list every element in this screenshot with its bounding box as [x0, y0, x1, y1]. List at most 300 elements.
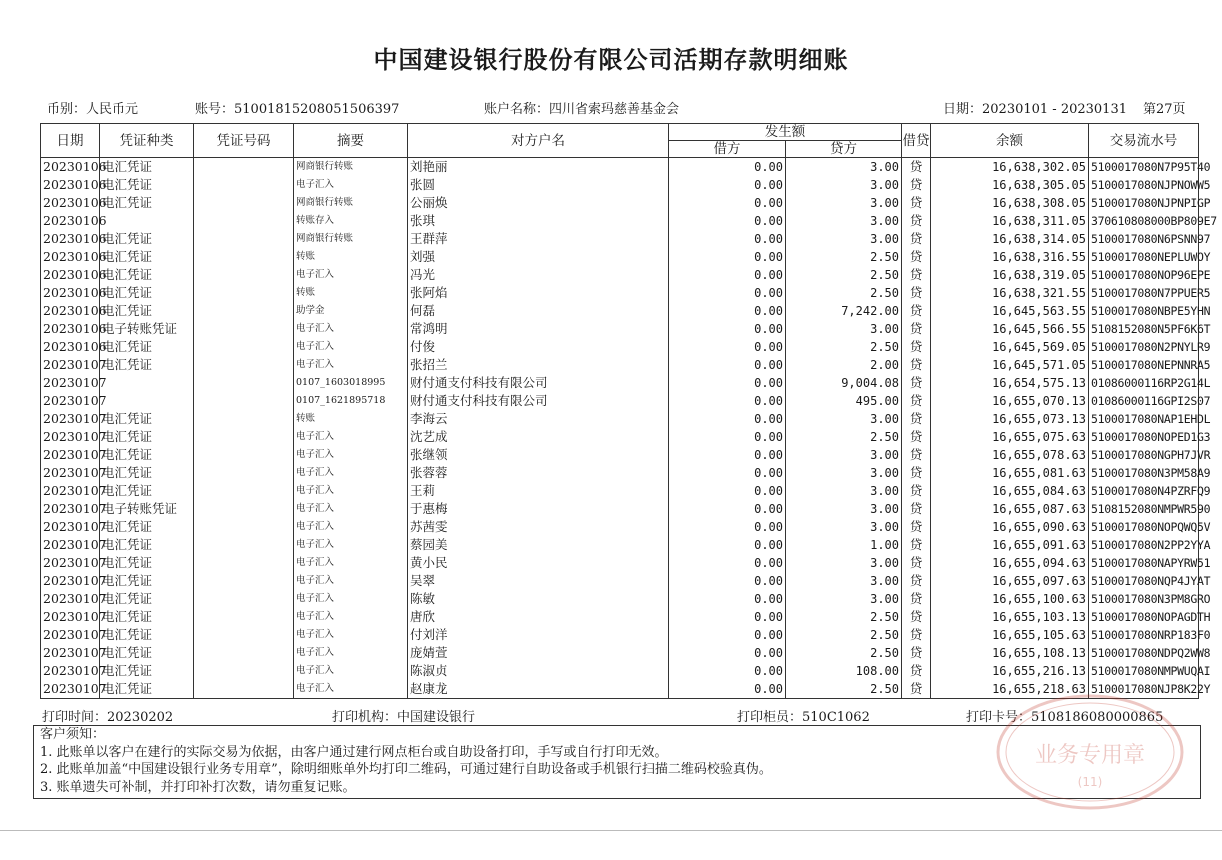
- row-serial: 5100017080NEPLUWOY: [1089, 248, 1199, 266]
- row-balance: 16,638,311.05: [931, 212, 1089, 230]
- row-summary: 电子汇入: [294, 428, 408, 446]
- row-voucher-no: [194, 518, 294, 536]
- row-debit-credit-flag: 贷: [902, 590, 931, 608]
- row-credit: 3.00: [786, 464, 902, 482]
- row-date: 20230107: [41, 590, 100, 608]
- row-serial: 5100017080NRP183F0: [1089, 626, 1199, 644]
- table-row: [41, 248, 1199, 266]
- row-balance: 16,655,105.63: [931, 626, 1089, 644]
- row-balance: 16,655,078.63: [931, 446, 1089, 464]
- row-summary: 电子汇入: [294, 626, 408, 644]
- row-credit: 3.00: [786, 320, 902, 338]
- row-voucher-no: [194, 554, 294, 572]
- row-counterparty: 唐欣: [408, 608, 669, 626]
- row-serial: 01086000116RP2G14L: [1089, 374, 1199, 392]
- row-counterparty: 蔡园美: [408, 536, 669, 554]
- row-balance: 16,645,569.05: [931, 338, 1089, 356]
- table-row: [41, 176, 1199, 194]
- row-summary: 转账: [294, 248, 408, 266]
- row-date: 20230107: [41, 482, 100, 500]
- header-credit: 贷方: [786, 141, 902, 158]
- row-counterparty: 陈淑贞: [408, 662, 669, 680]
- row-voucher-no: [194, 248, 294, 266]
- row-serial: 5100017080N7PPUER5: [1089, 284, 1199, 302]
- row-serial: 5100017080NOPAGDTH: [1089, 608, 1199, 626]
- row-counterparty: 沈艺成: [408, 428, 669, 446]
- row-serial: 5100017080N7P95T40: [1089, 158, 1199, 177]
- row-voucher-type: 电汇凭证: [100, 626, 194, 644]
- row-balance: 16,638,308.05: [931, 194, 1089, 212]
- row-voucher-type: 电汇凭证: [100, 194, 194, 212]
- row-summary: 0107_1603018995: [294, 374, 408, 392]
- table-row: [41, 194, 1199, 212]
- row-debit: 0.00: [669, 248, 786, 266]
- row-date: 20230107: [41, 428, 100, 446]
- row-date: 20230107: [41, 608, 100, 626]
- row-debit-credit-flag: 贷: [902, 572, 931, 590]
- row-counterparty: 王莉: [408, 482, 669, 500]
- row-voucher-no: [194, 428, 294, 446]
- row-voucher-type: 电汇凭证: [100, 302, 194, 320]
- row-voucher-no: [194, 212, 294, 230]
- row-debit-credit-flag: 贷: [902, 176, 931, 194]
- row-debit: 0.00: [669, 284, 786, 302]
- row-serial: 5100017080N6PSNN97: [1089, 230, 1199, 248]
- row-voucher-type: 电汇凭证: [100, 608, 194, 626]
- row-voucher-no: [194, 410, 294, 428]
- table-row: [41, 662, 1199, 680]
- row-serial: 01086000116GPI2S07: [1089, 392, 1199, 410]
- row-serial: 5100017080N4PZRFQ9: [1089, 482, 1199, 500]
- row-credit: 2.50: [786, 626, 902, 644]
- row-counterparty: 苏茜雯: [408, 518, 669, 536]
- row-balance: 16,645,563.55: [931, 302, 1089, 320]
- row-voucher-no: [194, 230, 294, 248]
- row-balance: 16,655,218.63: [931, 680, 1089, 699]
- row-credit: 3.00: [786, 572, 902, 590]
- row-voucher-no: [194, 446, 294, 464]
- row-debit: 0.00: [669, 410, 786, 428]
- row-date: 20230106: [41, 230, 100, 248]
- row-debit-credit-flag: 贷: [902, 212, 931, 230]
- row-debit-credit-flag: 贷: [902, 374, 931, 392]
- row-voucher-type: 电汇凭证: [100, 680, 194, 699]
- row-debit-credit-flag: 贷: [902, 338, 931, 356]
- row-balance: 16,655,100.63: [931, 590, 1089, 608]
- row-credit: 1.00: [786, 536, 902, 554]
- row-debit-credit-flag: 贷: [902, 428, 931, 446]
- table-row: [41, 446, 1199, 464]
- row-debit: 0.00: [669, 176, 786, 194]
- ledger-table: [40, 123, 1217, 699]
- row-debit-credit-flag: 贷: [902, 482, 931, 500]
- row-balance: 16,655,084.63: [931, 482, 1089, 500]
- row-voucher-type: 电汇凭证: [100, 266, 194, 284]
- table-row: [41, 338, 1199, 356]
- notice-item: 2. 此账单加盖“中国建设银行业务专用章”，除明细账单外均打印二维码，可通过建行自助设备或手机银行扫描二维码校验真伪。: [40, 762, 772, 777]
- row-debit: 0.00: [669, 338, 786, 356]
- row-counterparty: 刘艳丽: [408, 158, 669, 177]
- row-credit: 3.00: [786, 590, 902, 608]
- row-counterparty: 付刘洋: [408, 626, 669, 644]
- row-voucher-no: [194, 356, 294, 374]
- row-summary: 电子汇入: [294, 536, 408, 554]
- row-debit-credit-flag: 贷: [902, 194, 931, 212]
- row-voucher-type: 电汇凭证: [100, 428, 194, 446]
- row-balance: 16,645,566.55: [931, 320, 1089, 338]
- row-serial: 5100017080NDPQ2WW8: [1089, 644, 1199, 662]
- row-summary: 电子汇入: [294, 572, 408, 590]
- row-date: 20230107: [41, 518, 100, 536]
- row-debit-credit-flag: 贷: [902, 266, 931, 284]
- row-counterparty: 财付通支付科技有限公司: [408, 374, 669, 392]
- row-voucher-no: [194, 158, 294, 177]
- header-counterparty: 对方户名: [408, 124, 669, 158]
- row-date: 20230106: [41, 338, 100, 356]
- row-credit: 2.50: [786, 284, 902, 302]
- row-serial: 370610808000BP809E7: [1089, 212, 1199, 230]
- row-counterparty: 张蓉蓉: [408, 464, 669, 482]
- row-debit: 0.00: [669, 374, 786, 392]
- header-voucher-no: 凭证号码: [194, 124, 294, 158]
- row-voucher-type: 电汇凭证: [100, 284, 194, 302]
- row-debit-credit-flag: 贷: [902, 626, 931, 644]
- row-debit-credit-flag: 贷: [902, 230, 931, 248]
- row-voucher-type: 电汇凭证: [100, 554, 194, 572]
- row-summary: 网商银行转账: [294, 194, 408, 212]
- row-voucher-no: [194, 284, 294, 302]
- row-serial: 5108152080N5PF6K6T: [1089, 320, 1199, 338]
- row-counterparty: 李海云: [408, 410, 669, 428]
- row-counterparty: 赵康龙: [408, 680, 669, 699]
- row-debit: 0.00: [669, 662, 786, 680]
- row-counterparty: 张圆: [408, 176, 669, 194]
- account-number: 账号：51001815208051506397: [195, 102, 400, 117]
- row-credit: 2.50: [786, 248, 902, 266]
- row-voucher-type: 电子转账凭证: [100, 320, 194, 338]
- row-balance: 16,655,087.63: [931, 500, 1089, 518]
- row-summary: 电子汇入: [294, 554, 408, 572]
- row-debit-credit-flag: 贷: [902, 446, 931, 464]
- row-voucher-no: [194, 302, 294, 320]
- row-serial: 5100017080N3PM8GRO: [1089, 590, 1199, 608]
- row-voucher-type: 电汇凭证: [100, 356, 194, 374]
- row-voucher-type: 电汇凭证: [100, 230, 194, 248]
- row-voucher-no: [194, 266, 294, 284]
- print-card: 打印卡号：5108186080000865: [966, 710, 1164, 725]
- row-summary: 电子汇入: [294, 518, 408, 536]
- row-counterparty: 吴翠: [408, 572, 669, 590]
- row-counterparty: 付俊: [408, 338, 669, 356]
- table-row: [41, 356, 1199, 374]
- row-serial: 5100017080NOPED1G3: [1089, 428, 1199, 446]
- row-date: 20230106: [41, 248, 100, 266]
- row-date: 20230107: [41, 446, 100, 464]
- page-bottom-rule: [0, 830, 1222, 831]
- row-debit-credit-flag: 贷: [902, 464, 931, 482]
- row-serial: 5100017080NEPNNRA5: [1089, 356, 1199, 374]
- row-credit: 495.00: [786, 392, 902, 410]
- seal-subtext: (11): [1077, 775, 1103, 789]
- row-summary: 电子汇入: [294, 464, 408, 482]
- row-balance: 16,654,575.13: [931, 374, 1089, 392]
- row-date: 20230106: [41, 194, 100, 212]
- row-debit-credit-flag: 贷: [902, 662, 931, 680]
- row-summary: 0107_1621895718: [294, 392, 408, 410]
- header-debit-credit: 借贷: [902, 124, 931, 158]
- row-voucher-type: 电汇凭证: [100, 338, 194, 356]
- row-voucher-type: 电汇凭证: [100, 410, 194, 428]
- row-voucher-no: [194, 608, 294, 626]
- row-counterparty: 于惠梅: [408, 500, 669, 518]
- row-voucher-type: 电汇凭证: [100, 482, 194, 500]
- seal-text: 业务专用章: [1034, 743, 1146, 768]
- row-credit: 3.00: [786, 446, 902, 464]
- row-counterparty: 常鸿明: [408, 320, 669, 338]
- row-debit: 0.00: [669, 536, 786, 554]
- row-counterparty: 张阿焰: [408, 284, 669, 302]
- row-serial: 5100017080NQP4JYAT: [1089, 572, 1199, 590]
- row-credit: 3.00: [786, 554, 902, 572]
- table-row: [41, 374, 1199, 392]
- table-row: [41, 536, 1199, 554]
- print-organization: 打印机构：中国建设银行: [332, 710, 476, 725]
- row-date: 20230107: [41, 374, 100, 392]
- row-balance: 16,655,090.63: [931, 518, 1089, 536]
- table-row: [41, 410, 1199, 428]
- row-summary: 网商银行转账: [294, 158, 408, 177]
- row-debit-credit-flag: 贷: [902, 554, 931, 572]
- row-summary: 电子汇入: [294, 338, 408, 356]
- table-row: [41, 518, 1199, 536]
- row-credit: 9,004.08: [786, 374, 902, 392]
- row-voucher-no: [194, 644, 294, 662]
- row-voucher-no: [194, 680, 294, 699]
- table-row: [41, 302, 1199, 320]
- row-credit: 2.50: [786, 608, 902, 626]
- row-serial: 5100017080NAPYRW51: [1089, 554, 1199, 572]
- notice-item: 1. 此账单以客户在建行的实际交易为依据，由客户通过建行网点柜台或自助设备打印，手写或自行打印无效。: [40, 744, 668, 760]
- row-voucher-no: [194, 662, 294, 680]
- table-row: [41, 482, 1199, 500]
- header-amount: 发生额: [669, 124, 902, 141]
- customer-notice: [33, 725, 1201, 799]
- row-debit: 0.00: [669, 572, 786, 590]
- row-credit: 3.00: [786, 158, 902, 177]
- row-summary: 电子汇入: [294, 266, 408, 284]
- row-balance: 16,645,571.05: [931, 356, 1089, 374]
- row-counterparty: 何磊: [408, 302, 669, 320]
- row-credit: 2.50: [786, 266, 902, 284]
- table-row: [41, 554, 1199, 572]
- row-voucher-type: 电汇凭证: [100, 590, 194, 608]
- row-voucher-type: [100, 374, 194, 392]
- row-debit-credit-flag: 贷: [902, 158, 931, 177]
- row-counterparty: 冯光: [408, 266, 669, 284]
- row-voucher-type: 电汇凭证: [100, 158, 194, 177]
- row-balance: 16,638,319.05: [931, 266, 1089, 284]
- row-voucher-no: [194, 392, 294, 410]
- row-credit: 3.00: [786, 212, 902, 230]
- table-row: [41, 266, 1199, 284]
- table-row: [41, 590, 1199, 608]
- row-debit-credit-flag: 贷: [902, 536, 931, 554]
- notice-item: 3. 账单遗失可补制，并打印补打次数，请勿重复记账。: [40, 779, 356, 795]
- row-credit: 3.00: [786, 500, 902, 518]
- row-date: 20230106: [41, 284, 100, 302]
- table-row: [41, 680, 1199, 699]
- row-voucher-type: 电汇凭证: [100, 572, 194, 590]
- row-serial: 5100017080NBPE5YHN: [1089, 302, 1199, 320]
- row-debit: 0.00: [669, 392, 786, 410]
- row-voucher-no: [194, 626, 294, 644]
- header-date: 日期: [41, 124, 100, 158]
- row-date: 20230107: [41, 392, 100, 410]
- row-serial: 5100017080NMPWUQAI: [1089, 662, 1199, 680]
- row-credit: 3.00: [786, 176, 902, 194]
- row-counterparty: 张琪: [408, 212, 669, 230]
- row-counterparty: 财付通支付科技有限公司: [408, 392, 669, 410]
- row-voucher-no: [194, 500, 294, 518]
- row-date: 20230106: [41, 176, 100, 194]
- row-summary: 电子汇入: [294, 482, 408, 500]
- row-debit: 0.00: [669, 320, 786, 338]
- row-credit: 3.00: [786, 482, 902, 500]
- row-voucher-no: [194, 464, 294, 482]
- row-voucher-no: [194, 572, 294, 590]
- row-summary: 电子汇入: [294, 608, 408, 626]
- row-balance: 16,655,081.63: [931, 464, 1089, 482]
- row-summary: 转账存入: [294, 212, 408, 230]
- row-summary: 电子汇入: [294, 500, 408, 518]
- row-debit-credit-flag: 贷: [902, 392, 931, 410]
- row-debit: 0.00: [669, 230, 786, 248]
- row-balance: 16,655,097.63: [931, 572, 1089, 590]
- table-row: [41, 608, 1199, 626]
- table-row: [41, 284, 1199, 302]
- page-number: 第27页: [1143, 102, 1186, 117]
- row-debit-credit-flag: 贷: [902, 680, 931, 699]
- table-row: [41, 230, 1199, 248]
- row-date: 20230107: [41, 572, 100, 590]
- row-date: 20230107: [41, 464, 100, 482]
- row-serial: 5100017080NJPNPIGP: [1089, 194, 1199, 212]
- table-row: [41, 320, 1199, 338]
- row-debit-credit-flag: 贷: [902, 284, 931, 302]
- row-balance: 16,655,091.63: [931, 536, 1089, 554]
- row-date: 20230106: [41, 320, 100, 338]
- row-debit-credit-flag: 贷: [902, 518, 931, 536]
- account-name: 账户名称：四川省索玛慈善基金会: [484, 102, 680, 117]
- row-voucher-no: [194, 482, 294, 500]
- row-date: 20230107: [41, 662, 100, 680]
- row-date: 20230107: [41, 500, 100, 518]
- row-voucher-type: [100, 392, 194, 410]
- table-row: [41, 644, 1199, 662]
- header-voucher-type: 凭证种类: [100, 124, 194, 158]
- row-debit: 0.00: [669, 446, 786, 464]
- row-debit: 0.00: [669, 482, 786, 500]
- row-voucher-no: [194, 194, 294, 212]
- row-voucher-type: 电汇凭证: [100, 662, 194, 680]
- row-voucher-type: 电汇凭证: [100, 446, 194, 464]
- row-voucher-type: 电汇凭证: [100, 518, 194, 536]
- row-credit: 3.00: [786, 410, 902, 428]
- row-voucher-type: 电汇凭证: [100, 536, 194, 554]
- statement-period: 日期：20230101 - 20230131: [943, 102, 1127, 117]
- row-date: 20230106: [41, 266, 100, 284]
- row-balance: 16,655,103.13: [931, 608, 1089, 626]
- row-balance: 16,655,216.13: [931, 662, 1089, 680]
- header-balance: 余额: [931, 124, 1089, 158]
- row-date: 20230107: [41, 356, 100, 374]
- row-voucher-type: [100, 212, 194, 230]
- table-row: [41, 392, 1199, 410]
- row-voucher-type: 电汇凭证: [100, 464, 194, 482]
- row-summary: 电子汇入: [294, 662, 408, 680]
- row-summary: 电子汇入: [294, 446, 408, 464]
- row-debit: 0.00: [669, 302, 786, 320]
- row-serial: 5108152080NMPWR590: [1089, 500, 1199, 518]
- row-serial: 5100017080NJPNOWW5: [1089, 176, 1199, 194]
- row-serial: 5100017080N2PNYLR9: [1089, 338, 1199, 356]
- row-voucher-no: [194, 176, 294, 194]
- row-summary: 电子汇入: [294, 320, 408, 338]
- row-debit: 0.00: [669, 194, 786, 212]
- row-debit-credit-flag: 贷: [902, 302, 931, 320]
- row-counterparty: 黄小民: [408, 554, 669, 572]
- print-time: 打印时间：20230202: [42, 710, 174, 725]
- row-date: 20230107: [41, 536, 100, 554]
- print-counter: 打印柜员：510C1062: [737, 710, 870, 725]
- row-counterparty: 张招兰: [408, 356, 669, 374]
- row-debit: 0.00: [669, 626, 786, 644]
- ledger-body: [41, 158, 1217, 699]
- header-summary: 摘要: [294, 124, 408, 158]
- table-row: [41, 626, 1199, 644]
- row-voucher-type: 电汇凭证: [100, 644, 194, 662]
- row-debit-credit-flag: 贷: [902, 500, 931, 518]
- row-serial: 5100017080N2PP2YYA: [1089, 536, 1199, 554]
- row-counterparty: 王群萍: [408, 230, 669, 248]
- row-voucher-no: [194, 320, 294, 338]
- row-summary: 电子汇入: [294, 680, 408, 699]
- row-credit: 2.00: [786, 356, 902, 374]
- row-counterparty: 陈敏: [408, 590, 669, 608]
- table-row: [41, 212, 1199, 230]
- row-balance: 16,638,302.05: [931, 158, 1089, 177]
- row-date: 20230107: [41, 644, 100, 662]
- row-serial: 5100017080N3PM58A9: [1089, 464, 1199, 482]
- row-serial: 5100017080NOP96EPE: [1089, 266, 1199, 284]
- row-serial: 5100017080NGPH7JVR: [1089, 446, 1199, 464]
- row-debit-credit-flag: 贷: [902, 644, 931, 662]
- row-voucher-no: [194, 338, 294, 356]
- currency-label: 币别：人民币元: [47, 102, 139, 117]
- table-row: [41, 158, 1199, 177]
- row-debit-credit-flag: 贷: [902, 410, 931, 428]
- row-credit: 108.00: [786, 662, 902, 680]
- row-summary: 转账: [294, 410, 408, 428]
- row-debit: 0.00: [669, 158, 786, 177]
- header-serial: 交易流水号: [1089, 124, 1199, 158]
- table-row: [41, 428, 1199, 446]
- row-counterparty: 庞婧萱: [408, 644, 669, 662]
- row-debit-credit-flag: 贷: [902, 248, 931, 266]
- row-summary: 转账: [294, 284, 408, 302]
- row-summary: 电子汇入: [294, 644, 408, 662]
- row-counterparty: 公丽焕: [408, 194, 669, 212]
